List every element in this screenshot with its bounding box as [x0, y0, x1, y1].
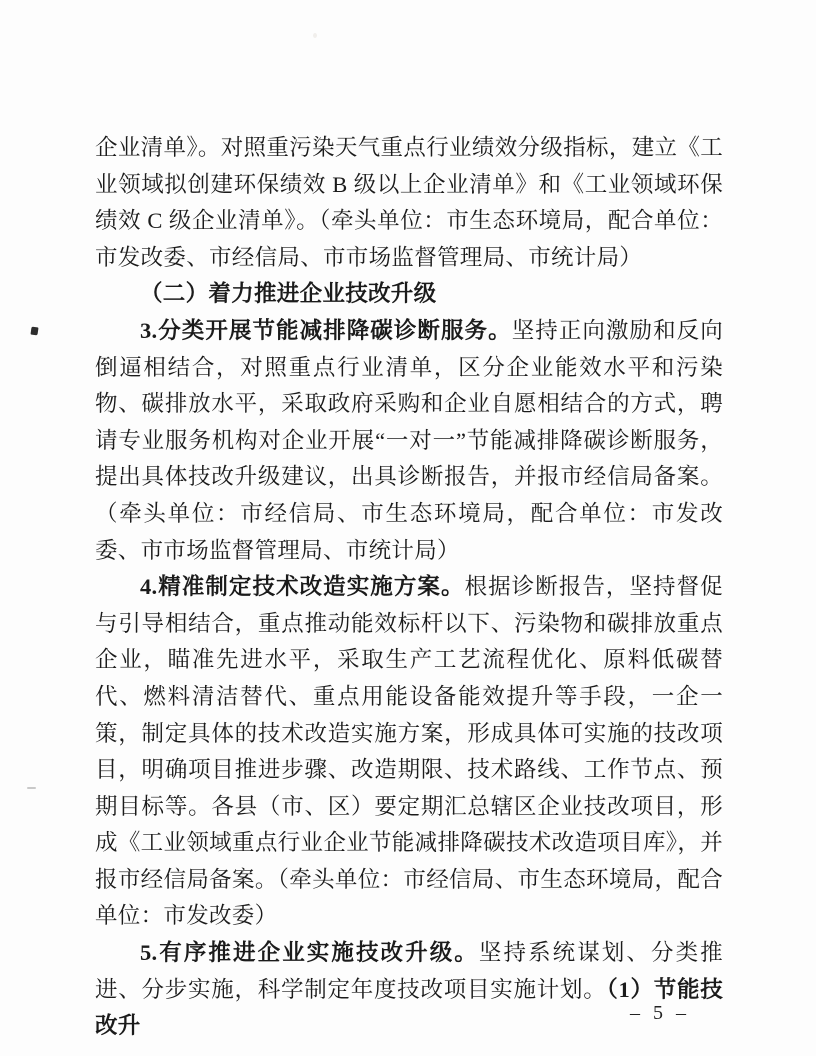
scan-speck — [30, 327, 38, 336]
item-4-paragraph — [95, 569, 723, 935]
item-5-tail-bold: （1）节能技改升 — [95, 976, 723, 1039]
item-3-lead-bold: 3.分类开展节能减排降碳诊断服务。 — [140, 317, 512, 343]
item-3-paragraph — [95, 313, 723, 569]
document-body — [95, 130, 723, 1045]
section-heading — [95, 276, 723, 313]
text-run: 坚持正向激励和反向倒逼相结合，对照重点行业清单，区分企业能效水平和污染物、碳排放水平，采取政府采购和企业自愿相结合的方式，聘请专业服务机构对企业开展“一对一”节能减排降碳诊断服务，提出具体技改升级建议，出具诊断报告，并报市经信局备案。（牵头单位：市经信局、市生态环境局，配合单位：市发改委、市市场监督管理局、市统计局） — [95, 317, 723, 563]
continuation-paragraph — [95, 130, 723, 276]
section-heading-text: （二）着力推进企业技改升级 — [140, 281, 437, 307]
text-run: 企业清单》。对照重污染天气重点行业绩效分级指标，建立《工业领域拟创建环保绩效 B 级以上企业清单》和《工业领域环保绩效 C 级企业清单》。（牵头单位：市生态环境局，配合单位：市发改委、市经信局、市市场监督管理局、市统计局） — [95, 135, 723, 270]
text-run: 坚持系统谋划、分类推进、分步实施，科学制定年度技改项目实施计划。 — [95, 940, 723, 1002]
text-run: 根据诊断报告，坚持督促与引导相结合，重点推动能效标杆以下、污染物和碳排放重点企业，瞄准先进水平，采取生产工艺流程优化、原料低碳替代、燃料清洁替代、重点用能设备能效提升等手段，一企一策，制定具体的技术改造实施方案，形成具体可实施的技改项目，明确项目推进步骤、改造期限、技术路线、工作节点、预期目标等。各县（市、区）要定期汇总辖区企业技改项目，形成《工业领域重点行业企业节能减排降碳技术改造项目库》，并报市经信局备案。（牵头单位：市经信局、市生态环境局，配合单位：市发改委） — [95, 574, 723, 929]
item-4-lead-bold: 4.精准制定技术改造实施方案。 — [140, 574, 465, 600]
scan-speck — [27, 787, 36, 789]
scan-speck — [313, 33, 317, 38]
item-5-paragraph — [95, 935, 723, 1045]
page-number: – 5 – — [630, 1002, 690, 1024]
item-5-lead-bold: 5.有序推进企业实施技改升级。 — [140, 940, 479, 966]
